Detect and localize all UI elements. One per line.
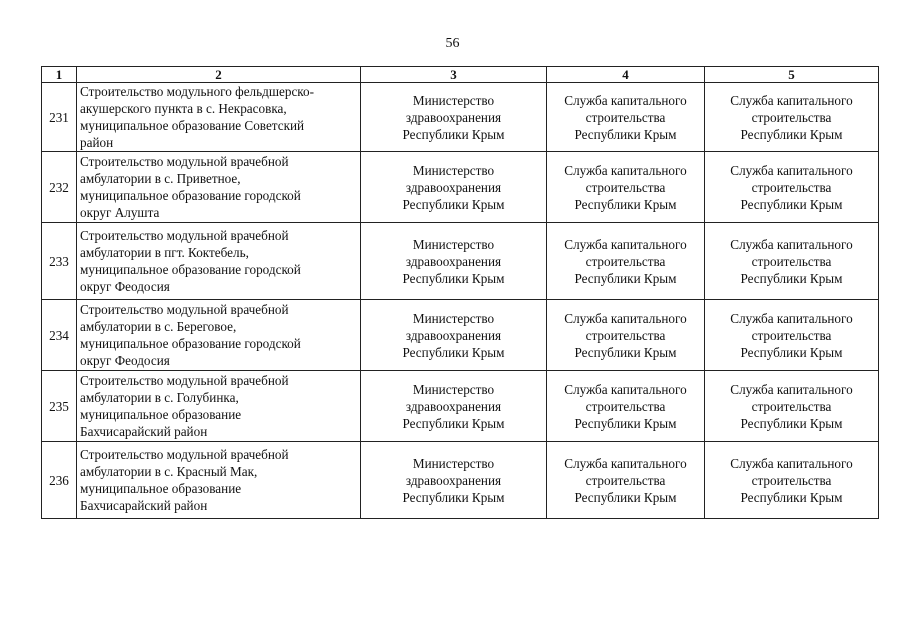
- ministry-line: здравоохранения: [405, 179, 502, 195]
- object-name-line: амбулатории в с. Красный Мак,: [80, 464, 258, 479]
- object-name-cell: [77, 152, 361, 223]
- developer-line: Республики Крым: [740, 196, 843, 212]
- developer-cell: [705, 442, 879, 519]
- customer-cell: [547, 442, 705, 519]
- developer-line: Республики Крым: [740, 415, 843, 431]
- ministry-line: здравоохранения: [405, 327, 502, 343]
- developer-line: строительства: [751, 327, 832, 343]
- ministry-line: здравоохранения: [405, 472, 502, 488]
- ministry-line: Министерство: [412, 381, 495, 397]
- object-name-line: Строительство модульной врачебной: [80, 373, 289, 388]
- developer-line: Служба капитального: [730, 381, 853, 397]
- ministry-cell: [361, 300, 547, 371]
- object-name-line: округ Феодосия: [80, 353, 170, 368]
- developer-line: Служба капитального: [730, 310, 853, 326]
- developer-line: строительства: [751, 398, 832, 414]
- customer-line: Республики Крым: [574, 344, 677, 360]
- ministry-line: здравоохранения: [405, 253, 502, 269]
- customer-line: Служба капитального: [564, 455, 687, 471]
- object-name-line: муниципальное образование Советский: [80, 118, 305, 133]
- customer-cell: [547, 223, 705, 300]
- document-table: [41, 66, 879, 519]
- row-number: 231: [42, 83, 77, 152]
- object-name-line: Строительство модульной врачебной: [80, 154, 289, 169]
- table-row: [42, 152, 879, 223]
- customer-line: строительства: [585, 327, 666, 343]
- ministry-line: Республики Крым: [402, 489, 505, 505]
- ministry-line: Республики Крым: [402, 344, 505, 360]
- object-name-cell: [77, 371, 361, 442]
- object-name-line: муниципальное образование городской: [80, 188, 301, 203]
- header-col-3: 3: [361, 67, 547, 83]
- customer-line: строительства: [585, 109, 666, 125]
- customer-line: Служба капитального: [564, 236, 687, 252]
- ministry-line: Республики Крым: [402, 126, 505, 142]
- developer-line: строительства: [751, 109, 832, 125]
- object-name-line: амбулатории в с. Голубинка,: [80, 390, 239, 405]
- object-name-line: Строительство модульной врачебной: [80, 228, 289, 243]
- object-name-line: Бахчисарайский район: [80, 498, 208, 513]
- customer-line: строительства: [585, 398, 666, 414]
- ministry-line: здравоохранения: [405, 109, 502, 125]
- object-name-line: Бахчисарайский район: [80, 424, 208, 439]
- developer-line: Республики Крым: [740, 344, 843, 360]
- object-name-line: Строительство модульной врачебной: [80, 447, 289, 462]
- header-col-1: 1: [42, 67, 77, 83]
- row-number: 232: [42, 152, 77, 223]
- customer-cell: [547, 152, 705, 223]
- object-name-line: амбулатории в с. Приветное,: [80, 171, 241, 186]
- customer-line: строительства: [585, 179, 666, 195]
- customer-line: Республики Крым: [574, 196, 677, 212]
- object-name-line: муниципальное образование: [80, 481, 242, 496]
- customer-line: Республики Крым: [574, 489, 677, 505]
- customer-line: Республики Крым: [574, 415, 677, 431]
- developer-line: Служба капитального: [730, 162, 853, 178]
- customer-cell: [547, 83, 705, 152]
- developer-cell: [705, 223, 879, 300]
- developer-line: строительства: [751, 253, 832, 269]
- row-number: 233: [42, 223, 77, 300]
- ministry-line: Министерство: [412, 236, 495, 252]
- table-row: [42, 83, 879, 152]
- row-number: 235: [42, 371, 77, 442]
- ministry-line: Министерство: [412, 162, 495, 178]
- developer-line: Служба капитального: [730, 455, 853, 471]
- ministry-cell: [361, 83, 547, 152]
- table-header-row: [42, 67, 879, 83]
- row-number: 236: [42, 442, 77, 519]
- table-row: [42, 300, 879, 371]
- ministry-line: Министерство: [412, 310, 495, 326]
- ministry-cell: [361, 442, 547, 519]
- customer-line: Республики Крым: [574, 270, 677, 286]
- customer-line: Служба капитального: [564, 162, 687, 178]
- object-name-cell: [77, 83, 361, 152]
- object-name-line: район: [80, 135, 114, 150]
- object-name-line: округ Алушта: [80, 205, 160, 220]
- customer-cell: [547, 300, 705, 371]
- customer-line: Служба капитального: [564, 381, 687, 397]
- ministry-line: здравоохранения: [405, 398, 502, 414]
- developer-cell: [705, 152, 879, 223]
- object-name-line: акушерского пункта в с. Некрасовка,: [80, 101, 287, 116]
- object-name-cell: [77, 442, 361, 519]
- customer-cell: [547, 371, 705, 442]
- object-name-line: Строительство модульной врачебной: [80, 302, 289, 317]
- customer-line: строительства: [585, 472, 666, 488]
- ministry-line: Республики Крым: [402, 270, 505, 286]
- table-row: [42, 223, 879, 300]
- header-col-4: 4: [547, 67, 705, 83]
- developer-line: Республики Крым: [740, 270, 843, 286]
- developer-line: Республики Крым: [740, 126, 843, 142]
- developer-line: Служба капитального: [730, 92, 853, 108]
- header-col-5: 5: [705, 67, 879, 83]
- developer-line: строительства: [751, 472, 832, 488]
- table-body: [42, 83, 879, 519]
- developer-cell: [705, 371, 879, 442]
- header-col-2: 2: [77, 67, 361, 83]
- object-name-line: амбулатории в пгт. Коктебель,: [80, 245, 249, 260]
- ministry-cell: [361, 223, 547, 300]
- developer-line: Республики Крым: [740, 489, 843, 505]
- customer-line: Служба капитального: [564, 92, 687, 108]
- customer-line: Республики Крым: [574, 126, 677, 142]
- row-number: 234: [42, 300, 77, 371]
- object-name-cell: [77, 300, 361, 371]
- developer-cell: [705, 83, 879, 152]
- table-row: [42, 442, 879, 519]
- ministry-line: Министерство: [412, 92, 495, 108]
- page-number: 56: [445, 36, 460, 51]
- table-row: [42, 371, 879, 442]
- object-name-line: округ Феодосия: [80, 279, 170, 294]
- ministry-line: Республики Крым: [402, 196, 505, 212]
- customer-line: строительства: [585, 253, 666, 269]
- developer-line: строительства: [751, 179, 832, 195]
- object-name-cell: [77, 223, 361, 300]
- object-name-line: муниципальное образование городской: [80, 262, 301, 277]
- ministry-line: Республики Крым: [402, 415, 505, 431]
- ministry-cell: [361, 152, 547, 223]
- object-name-line: муниципальное образование: [80, 407, 242, 422]
- developer-cell: [705, 300, 879, 371]
- object-name-line: Строительство модульного фельдшерско-: [80, 84, 315, 99]
- customer-line: Служба капитального: [564, 310, 687, 326]
- object-name-line: муниципальное образование городской: [80, 336, 301, 351]
- object-name-line: амбулатории в с. Береговое,: [80, 319, 237, 334]
- ministry-cell: [361, 371, 547, 442]
- developer-line: Служба капитального: [730, 236, 853, 252]
- ministry-line: Министерство: [412, 455, 495, 471]
